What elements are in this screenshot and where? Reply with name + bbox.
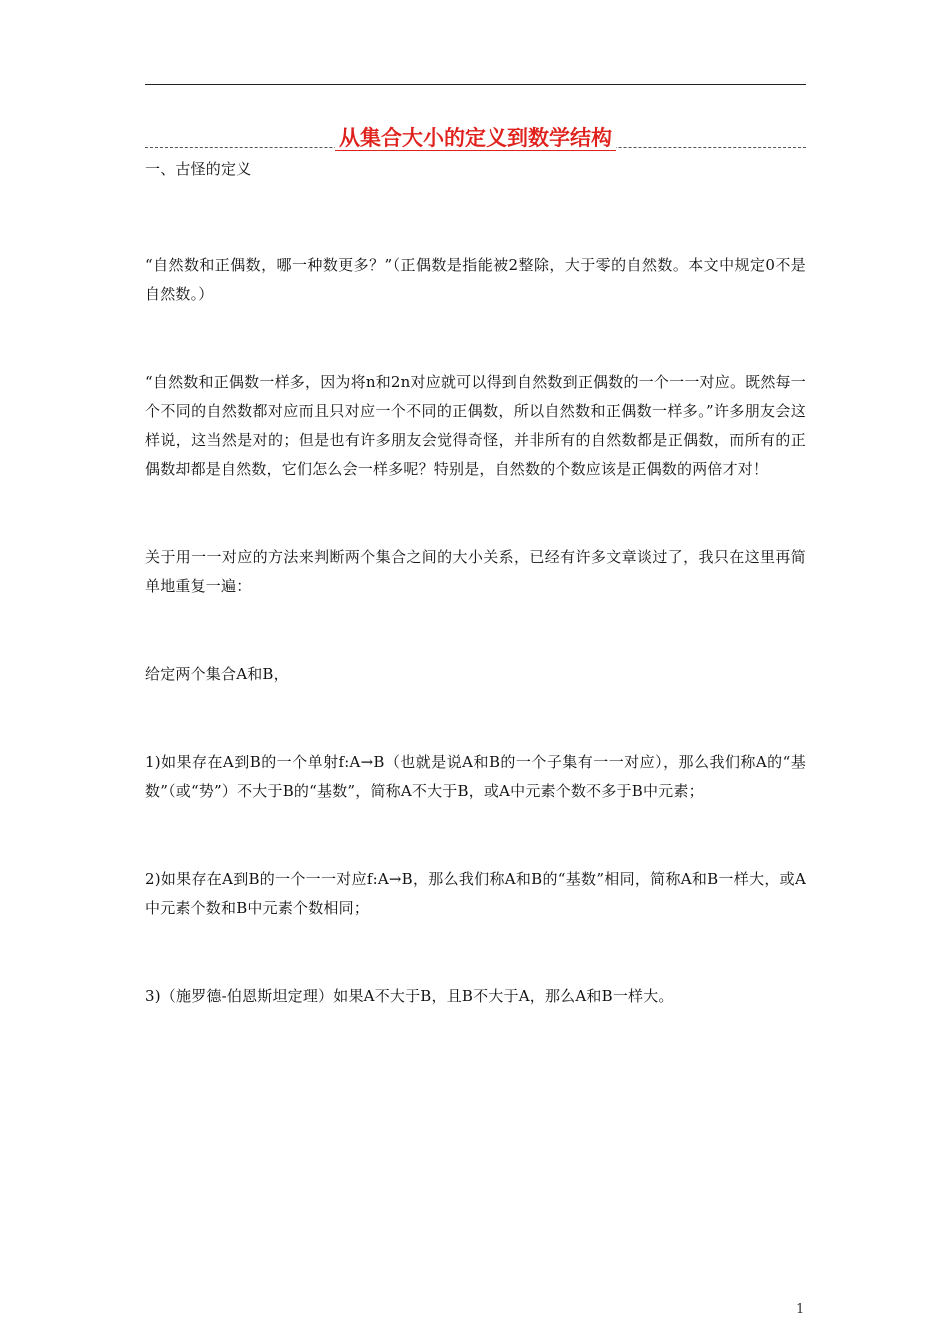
paragraph: 给定两个集合A和B， bbox=[145, 665, 289, 683]
paragraph: 3)（施罗德-伯恩斯坦定理）如果A不大于B，且B不大于A，那么A和B一样大。 bbox=[145, 987, 674, 1005]
document-title: 从集合大小的定义到数学结构 bbox=[335, 126, 616, 151]
page-number: 1 bbox=[796, 1302, 805, 1317]
paragraph: 2)如果存在A到B的一个一一对应f:A→B，那么我们称A和B的“基数”相同，简称A和B一样大，或A中元素个数和B中元素个数相同； bbox=[145, 870, 806, 917]
paragraph: 关于用一一对应的方法来判断两个集合之间的大小关系，已经有许多文章谈过了，我只在这里再简单地重复一遍： bbox=[145, 548, 806, 595]
title-row bbox=[145, 124, 806, 154]
section-heading: 一、古怪的定义 bbox=[145, 160, 252, 178]
header-rule bbox=[145, 84, 806, 85]
paragraph: “自然数和正偶数一样多，因为将n和2n对应就可以得到自然数到正偶数的一个一一对应。既然每一个不同的自然数都对应而且只对应一个不同的正偶数，所以自然数和正偶数一样多。”许多朋友会这样说，这当然是对的；但是也有许多朋友会觉得奇怪，并非所有的自然数都是正偶数，而所有的正偶数却都是自然数，它们怎么会一样多呢？特别是，自然数的个数应该是正偶数的两倍才对！ bbox=[145, 373, 806, 478]
document-body bbox=[145, 155, 806, 1011]
paragraph: 1)如果存在A到B的一个单射f:A→B（也就是说A和B的一个子集有一一对应），那么我们称A的“基数”（或“势”）不大于B的“基数”，简称A不大于B，或A中元素个数不多于B中元素； bbox=[145, 753, 806, 800]
paragraph: “自然数和正偶数，哪一种数更多？”（正偶数是指能被2整除，大于零的自然数。本文中规定0不是自然数。） bbox=[145, 256, 806, 303]
